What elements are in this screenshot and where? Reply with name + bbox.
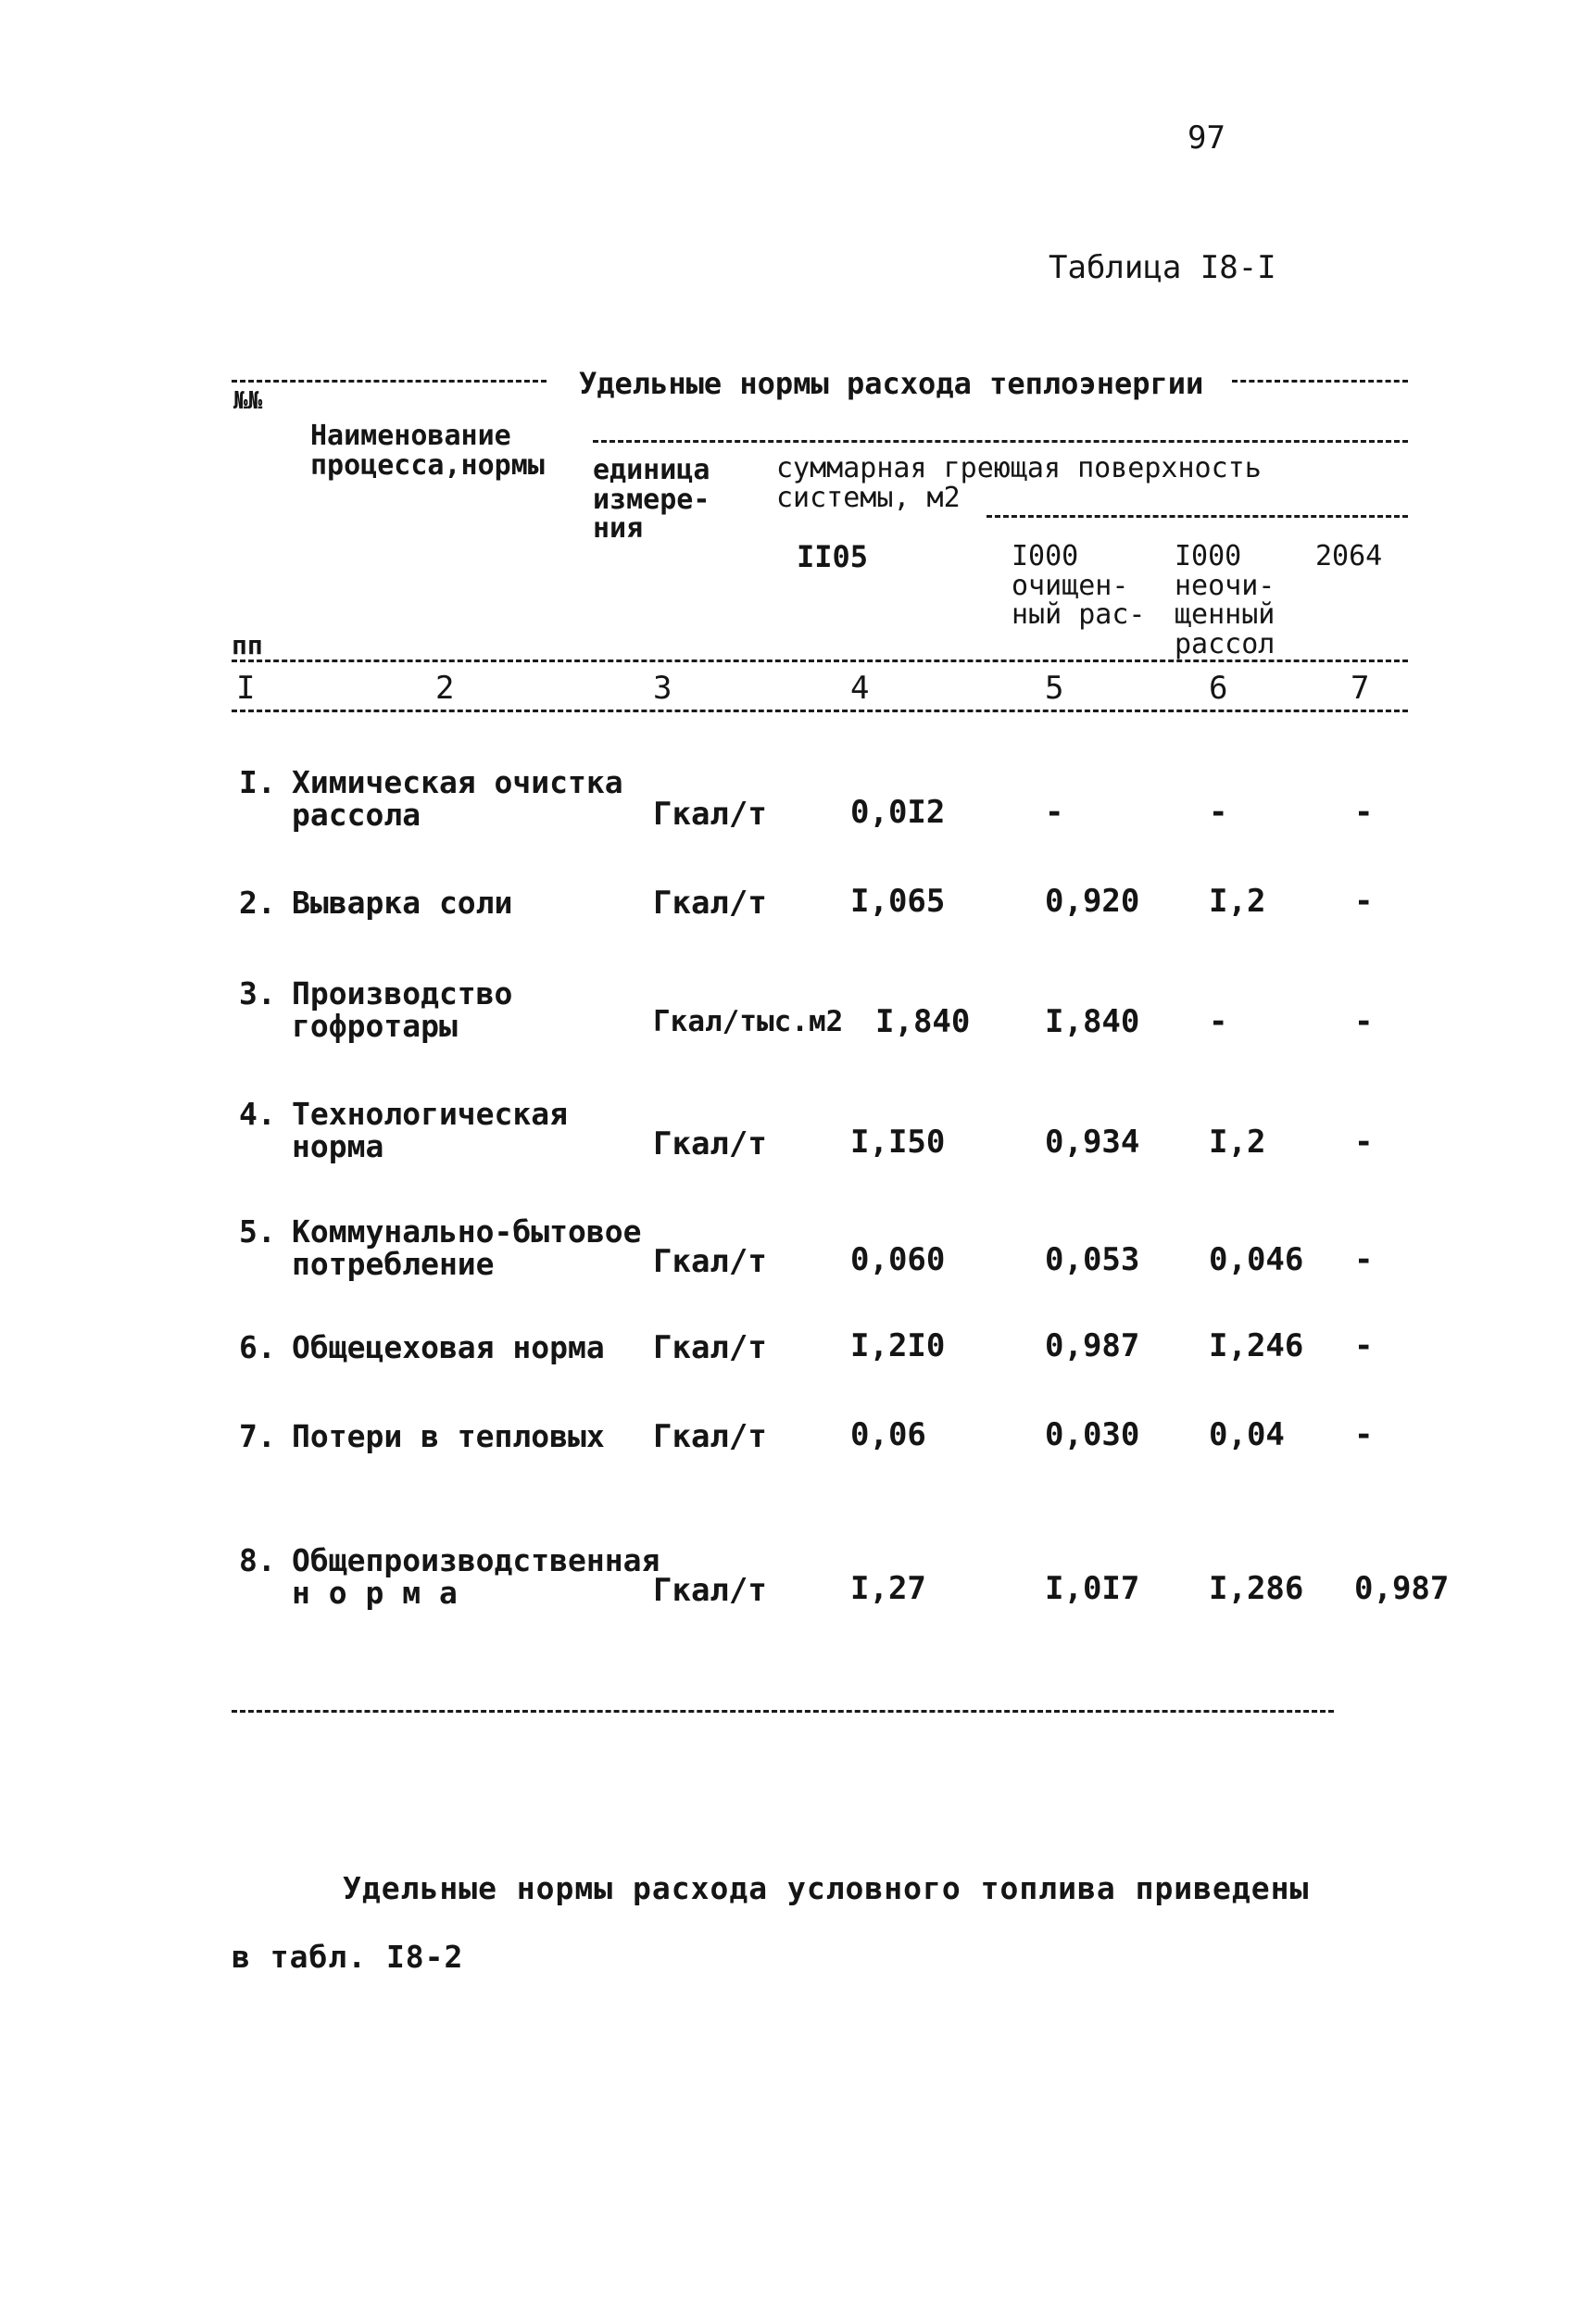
column-number-6: 6 (1209, 670, 1228, 707)
page-number: 97 (1188, 119, 1225, 157)
row-value-c7: - (1354, 1003, 1374, 1040)
header-col2-label: Наименование процесса,нормы (310, 420, 545, 482)
header-sub5: I000 очищен- ный рас- (1012, 540, 1146, 631)
footer-line-2: в табл. I8-2 (232, 1939, 464, 1975)
row-value-c5: I,840 (1045, 1003, 1140, 1040)
column-number-1: I (236, 670, 256, 707)
row-number: 8. (239, 1542, 276, 1578)
row-value-c4: 0,06 (850, 1416, 926, 1453)
row-value-c5: 0,987 (1045, 1327, 1140, 1364)
row-name: Общепроизводственная н о р м а (292, 1542, 660, 1611)
row-name: Технологическая норма (292, 1096, 569, 1164)
row-value-c7: - (1354, 1416, 1374, 1453)
header-rule-4 (232, 660, 1408, 662)
row-unit: Гкал/т (653, 885, 767, 922)
row-value-c7: - (1354, 1124, 1374, 1161)
row-number: 5. (239, 1213, 276, 1250)
table-bottom-rule (232, 1710, 1334, 1713)
row-number: 4. (239, 1096, 276, 1132)
row-number: 3. (239, 975, 276, 1012)
row-unit: Гкал/т (653, 1572, 767, 1609)
row-value-c7: - (1354, 1327, 1374, 1364)
column-number-3: 3 (653, 670, 672, 707)
row-value-c4: I,065 (850, 883, 946, 920)
header-top-rule-left (232, 380, 547, 383)
row-value-c4: 0,0I2 (850, 794, 946, 831)
row-value-c7: - (1354, 1241, 1374, 1278)
row-value-c5: I,0I7 (1045, 1570, 1140, 1607)
row-name: Производство гофротары (292, 975, 513, 1044)
row-number: 2. (239, 885, 276, 921)
row-value-c4: I,I50 (850, 1124, 946, 1161)
row-value-c7: - (1354, 794, 1374, 831)
header-sub4: II05 (797, 539, 869, 574)
row-value-c6: - (1209, 794, 1228, 831)
header-sub6: I000 неочи- щенный рассол (1175, 540, 1276, 660)
header-rule-2 (593, 440, 1408, 443)
header-group-label: суммарная греющая поверхность системы, м2 (776, 452, 1262, 514)
row-number: 6. (239, 1329, 276, 1365)
header-main-title: Удельные нормы расхода теплоэнергии (579, 366, 1204, 401)
row-unit: Гкал/тыс.м2 (653, 1005, 844, 1038)
column-number-2: 2 (435, 670, 455, 707)
row-unit: Гкал/т (653, 1125, 767, 1162)
row-unit: Гкал/т (653, 1243, 767, 1280)
column-number-5: 5 (1045, 670, 1064, 707)
row-value-c6: I,2 (1209, 1124, 1266, 1161)
header-rule-3 (987, 515, 1408, 518)
column-number-7: 7 (1351, 670, 1370, 707)
row-value-c5: 0,934 (1045, 1124, 1140, 1161)
header-sub7: 2064 (1315, 540, 1383, 572)
row-value-c6: - (1209, 1003, 1228, 1040)
row-value-c6: I,286 (1209, 1570, 1304, 1607)
row-value-c4: 0,060 (850, 1241, 946, 1278)
row-unit: Гкал/т (653, 1418, 767, 1455)
header-top-rule-right (1232, 380, 1408, 383)
row-value-c5: 0,053 (1045, 1241, 1140, 1278)
row-value-c6: 0,04 (1209, 1416, 1285, 1453)
row-value-c4: I,840 (875, 1003, 971, 1040)
table-title: Таблица I8-I (1049, 249, 1276, 286)
header-col1-bottom: пп (232, 630, 263, 660)
header-col1-top: №№ (233, 387, 263, 415)
row-number: 7. (239, 1418, 276, 1454)
row-number: I. (239, 764, 276, 800)
header-rule-5 (232, 710, 1408, 712)
row-unit: Гкал/т (653, 796, 767, 833)
footer-line-1: Удельные нормы расхода условного топлива приведены (343, 1870, 1310, 1906)
row-unit: Гкал/т (653, 1329, 767, 1366)
row-name: Потери в тепловых (292, 1418, 605, 1454)
row-value-c5: - (1045, 794, 1064, 831)
row-name: Коммунально-бытовое потребление (292, 1213, 642, 1282)
row-value-c5: 0,030 (1045, 1416, 1140, 1453)
row-value-c5: 0,920 (1045, 883, 1140, 920)
row-value-c6: I,246 (1209, 1327, 1304, 1364)
row-name: Химическая очистка рассола (292, 764, 623, 833)
header-col3-label: единица измере- ния (593, 454, 710, 545)
column-number-4: 4 (850, 670, 870, 707)
row-name: Выварка соли (292, 885, 513, 921)
row-value-c6: I,2 (1209, 883, 1266, 920)
row-value-c7: - (1354, 883, 1374, 920)
row-value-c4: I,2I0 (850, 1327, 946, 1364)
row-value-c6: 0,046 (1209, 1241, 1304, 1278)
row-value-c7: 0,987 (1354, 1570, 1450, 1607)
row-name: Общецеховая норма (292, 1329, 605, 1365)
row-value-c4: I,27 (850, 1570, 926, 1607)
